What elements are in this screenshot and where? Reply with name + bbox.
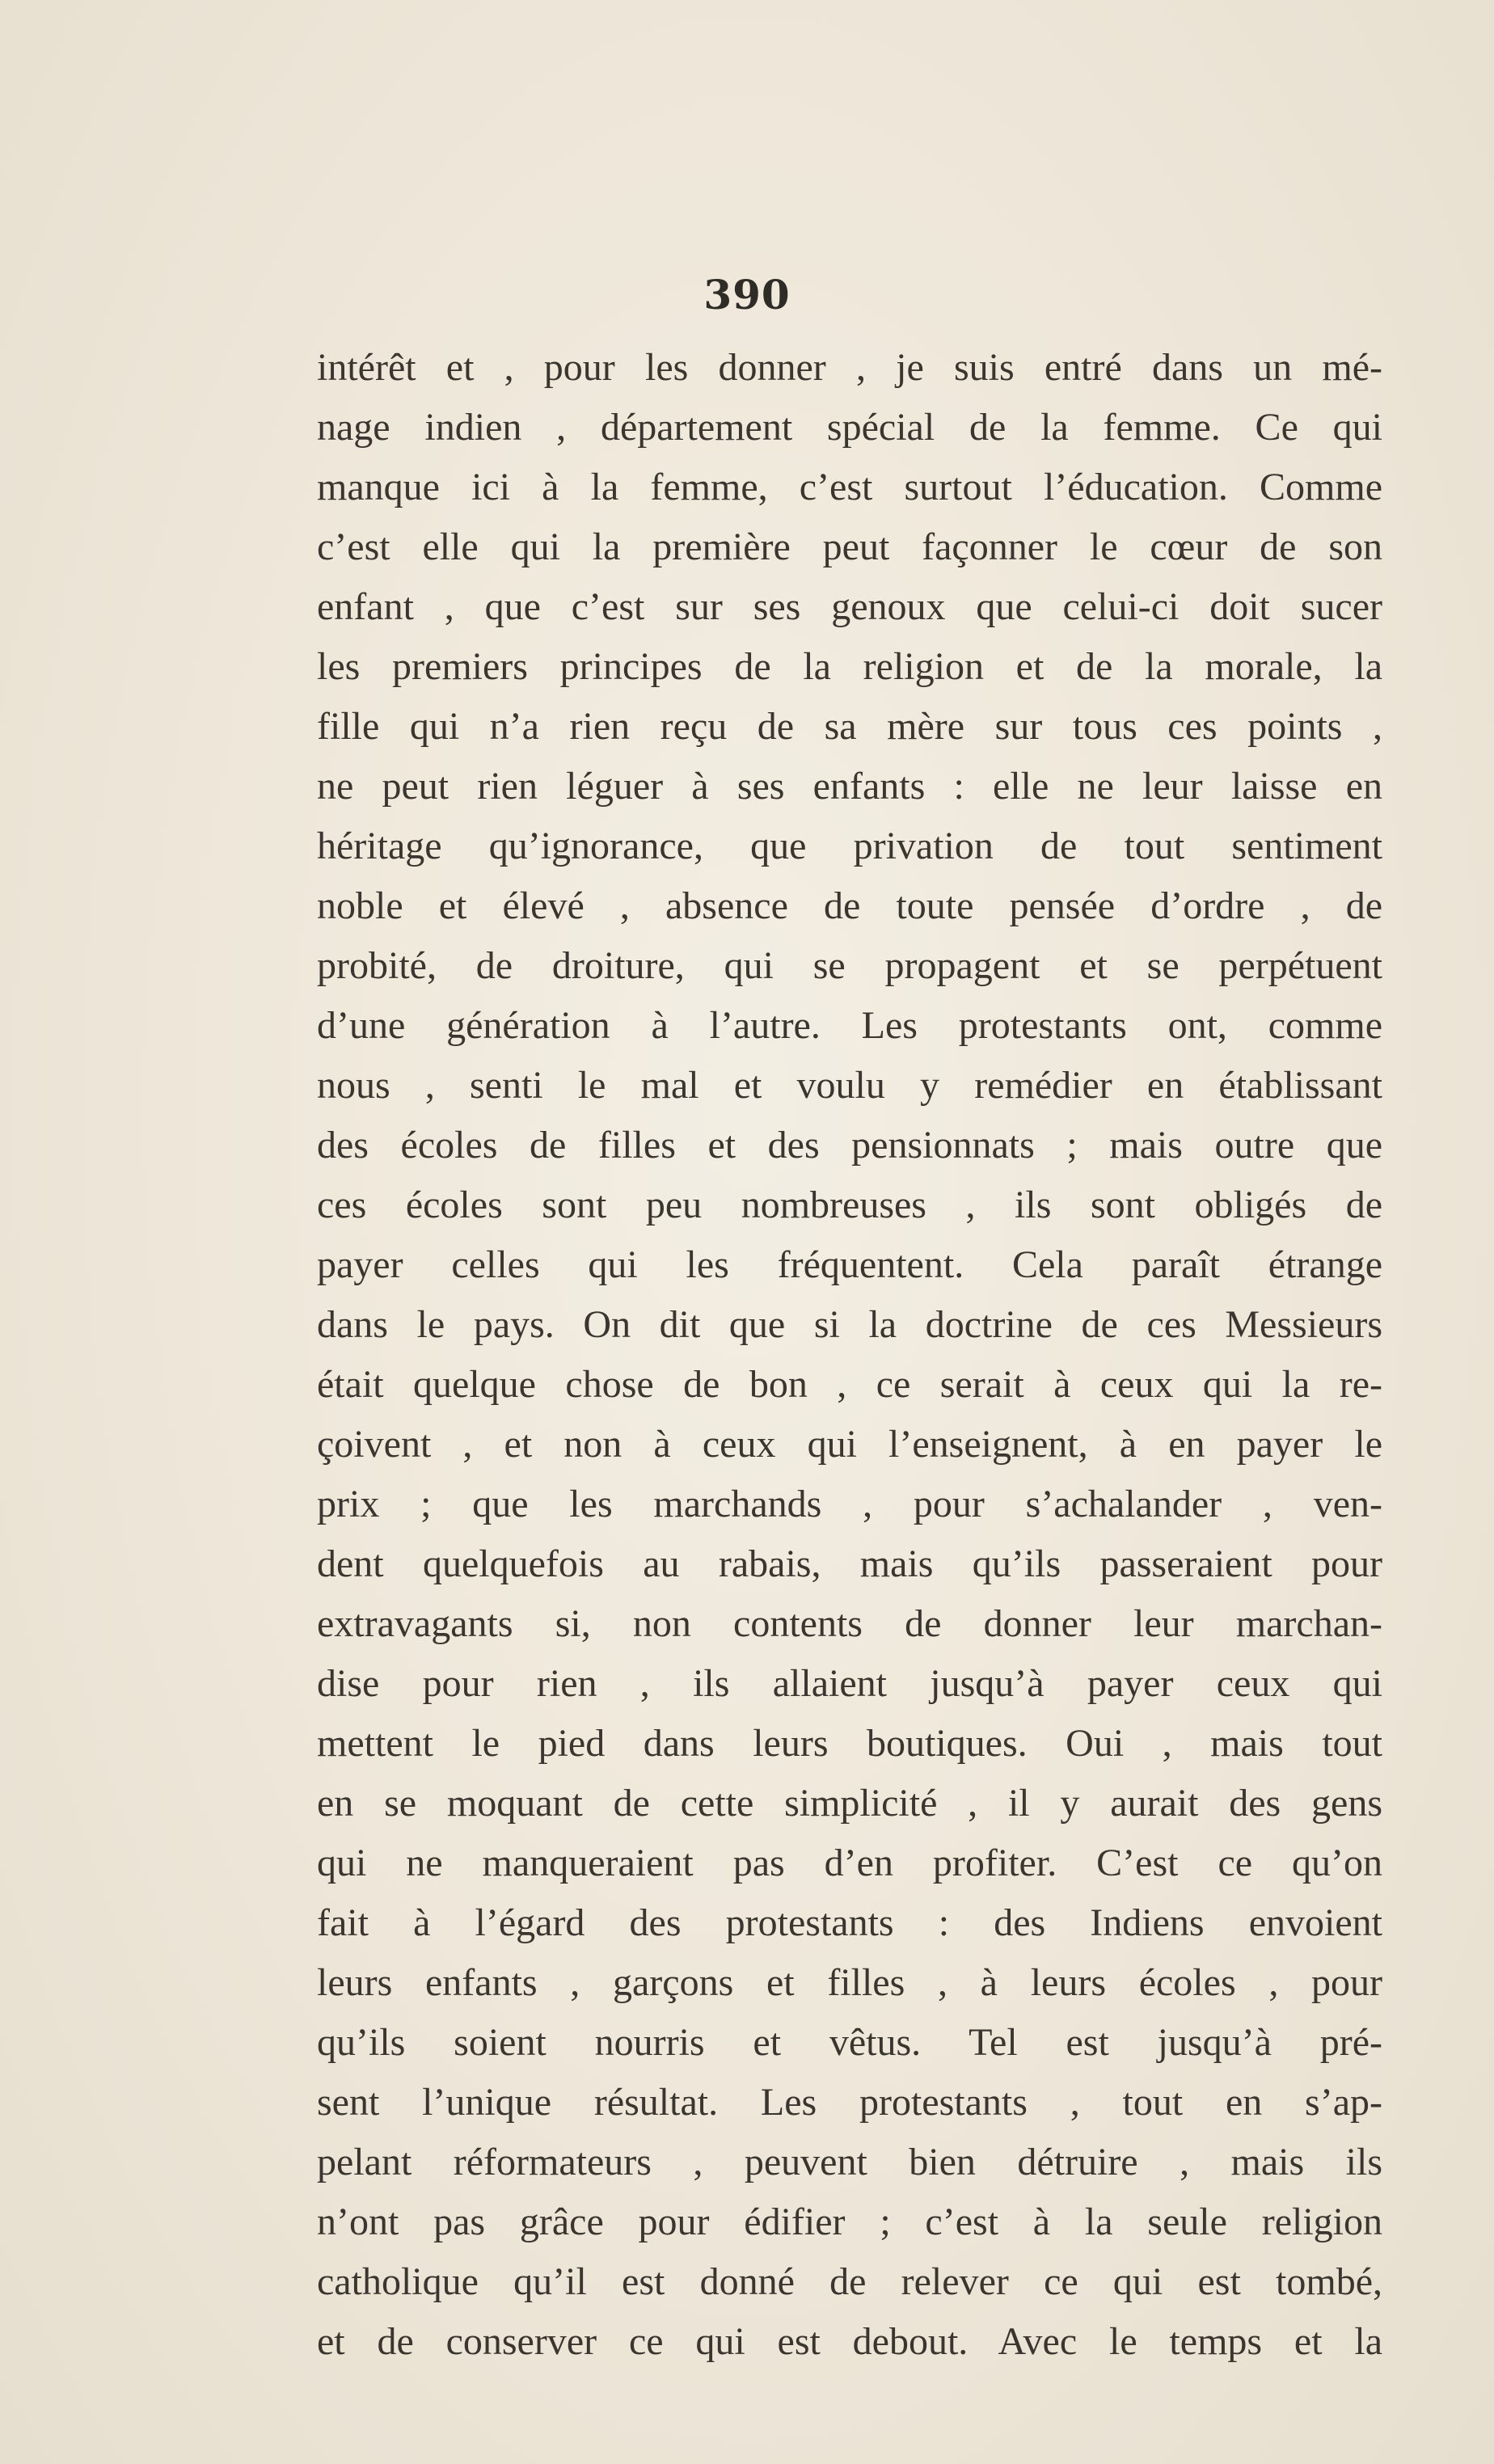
text-line: prix ; que les marchands , pour s’achalander , ven- [317,1483,1382,1525]
text-line: ne peut rien léguer à ses enfants : elle ne leur laisse en [317,765,1382,808]
text-line: sent l’unique résultat. Les protestants , tout en s’ap- [317,2081,1382,2124]
text-line: probité, de droiture, qui se propagent et se perpétuent [317,944,1382,987]
text-line: dans le pays. On dit que si la doctrine de ces Messieurs [317,1303,1382,1346]
text-line: d’une génération à l’autre. Les protestants ont, comme [317,1004,1382,1047]
text-line: leurs enfants , garçons et filles , à leurs écoles , pour [317,1961,1382,2004]
text-line: ces écoles sont peu nombreuses , ils sont obligés de [317,1183,1382,1226]
text-line: pelant réformateurs , peuvent bien détruire , mais ils [317,2141,1382,2183]
text-line: et de conserver ce qui est debout. Avec le temps et la [317,2320,1382,2363]
text-line: héritage qu’ignorance, que privation de tout sentiment [317,825,1382,867]
text-line: en se moquant de cette simplicité , il y aurait des gens [317,1782,1382,1825]
text-line: extravagants si, non contents de donner leur marchan- [317,1602,1382,1645]
text-line: était quelque chose de bon , ce serait à ceux qui la re- [317,1363,1382,1406]
text-line: nage indien , département spécial de la femme. Ce qui [317,406,1382,449]
text-line: çoivent , et non à ceux qui l’enseignent, à en payer le [317,1423,1382,1466]
text-line: des écoles de filles et des pensionnats ; mais outre que [317,1124,1382,1167]
text-line: manque ici à la femme, c’est surtout l’éducation. Comme [317,466,1382,508]
text-line: dent quelquefois au rabais, mais qu’ils passeraient pour [317,1542,1382,1585]
text-line: n’ont pas grâce pour édifier ; c’est à la seule religion [317,2200,1382,2243]
text-line: payer celles qui les fréquentent. Cela paraît étrange [317,1243,1382,1286]
text-line: fait à l’égard des protestants : des Indiens envoient [317,1901,1382,1944]
text-line: qui ne manqueraient pas d’en profiter. C’est ce qu’on [317,1842,1382,1884]
page-number: 390 [703,271,791,319]
text-line: catholique qu’il est donné de relever ce qui est tombé, [317,2260,1382,2303]
text-line: enfant , que c’est sur ses genoux que celui-ci doit sucer [317,585,1382,628]
text-line: qu’ils soient nourris et vêtus. Tel est jusqu’à pré- [317,2021,1382,2064]
body-text [317,338,1382,2372]
text-line: les premiers principes de la religion et de la morale, la [317,645,1382,688]
text-line: c’est elle qui la première peut façonner le cœur de son [317,525,1382,568]
text-line: fille qui n’a rien reçu de sa mère sur tous ces points , [317,705,1382,748]
text-line: nous , senti le mal et voulu y remédier en établissant [317,1064,1382,1107]
text-line: noble et élevé , absence de toute pensée d’ordre , de [317,884,1382,927]
text-line: dise pour rien , ils allaient jusqu’à payer ceux qui [317,1662,1382,1705]
text-line: mettent le pied dans leurs boutiques. Oui , mais tout [317,1722,1382,1765]
text-line: intérêt et , pour les donner , je suis entré dans un mé- [317,346,1382,389]
